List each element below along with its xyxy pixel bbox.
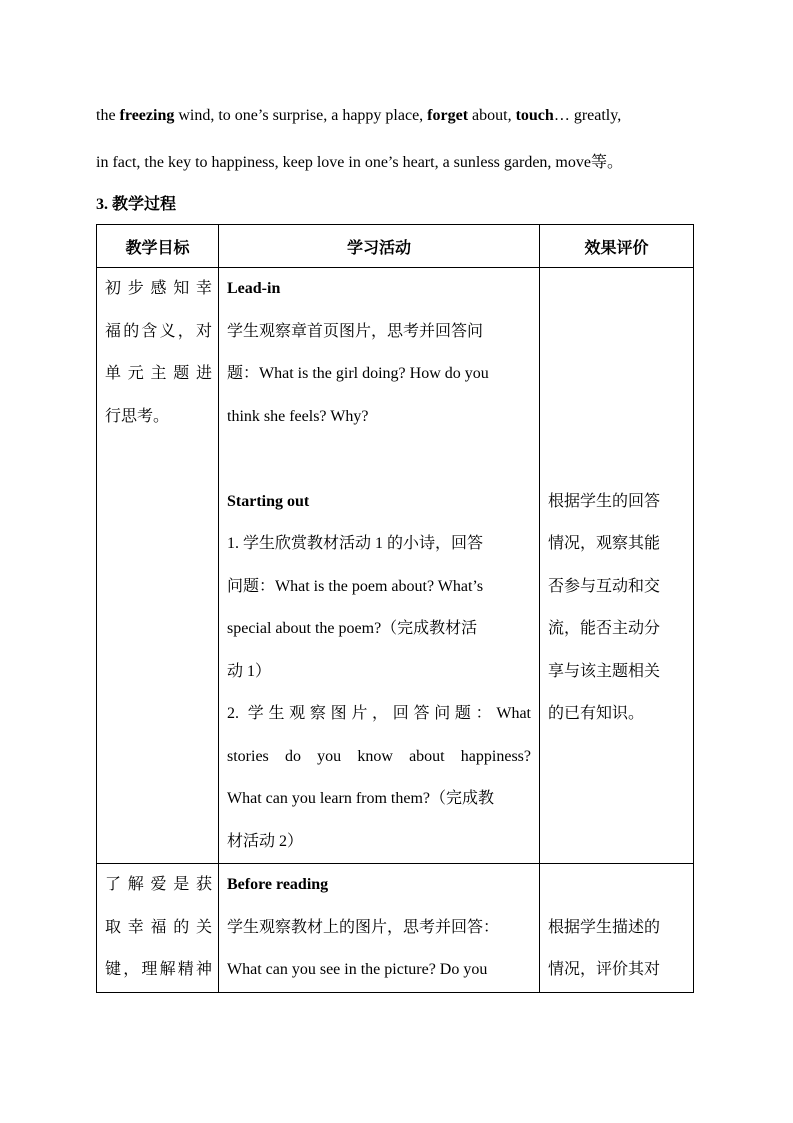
goal-cell: 了解爱是获 取幸福的关 键，理解精神 (97, 864, 219, 993)
bold-term-touch: touch (515, 107, 554, 124)
bold-term-freezing: freezing (119, 107, 175, 124)
starting-out-title: Starting out (227, 492, 310, 510)
section-heading: 3. 教学过程 (96, 196, 177, 213)
lead-in-title: Lead-in (227, 280, 281, 297)
teaching-process-table (96, 224, 694, 993)
goal-cell: 初步感知幸 福的含义，对 单元主题进 行思考。 (97, 268, 219, 864)
table-row (97, 268, 694, 864)
before-reading-title: Before reading (227, 876, 329, 893)
vocabulary-line-2: in fact, the key to happiness, keep love in one’s heart, a sunless garden, move等。 (96, 154, 623, 171)
activity-cell: Before reading 学生观察教材上的图片，思考并回答： What can you see in the picture? Do you (219, 864, 540, 993)
header-evaluation: 效果评价 (540, 225, 694, 268)
table-header-row (97, 225, 694, 268)
bold-term-forget: forget (427, 107, 469, 124)
table-row (97, 864, 694, 993)
header-learning-activities: 学习活动 (219, 225, 540, 268)
activity-cell: Lead-in 学生观察章首页图片，思考并回答问 题：What is the girl doing? How do you think she feels? Why? Starting out 1. 学生欣赏教材活动 1 的小诗，回答 问题：What is the poem about? What’s special about the poem?（完成教材活 动 1） 2. 学生观察图片，回答问题：What stories do you know about happiness? What can you learn from them?（完成教 材活动 2） (219, 268, 540, 864)
evaluation-cell: 根据学生的回答 情况，观察其能 否参与互动和交 流，能否主动分 享与该主题相关 的已有知识。 (540, 268, 694, 864)
header-teaching-goals: 教学目标 (97, 225, 219, 268)
vocabulary-line-1: the freezing wind, to one’s surprise, a happy place, forget about, touch… greatly, (96, 107, 622, 124)
evaluation-cell: 根据学生描述的 情况，评价其对 (540, 864, 694, 993)
